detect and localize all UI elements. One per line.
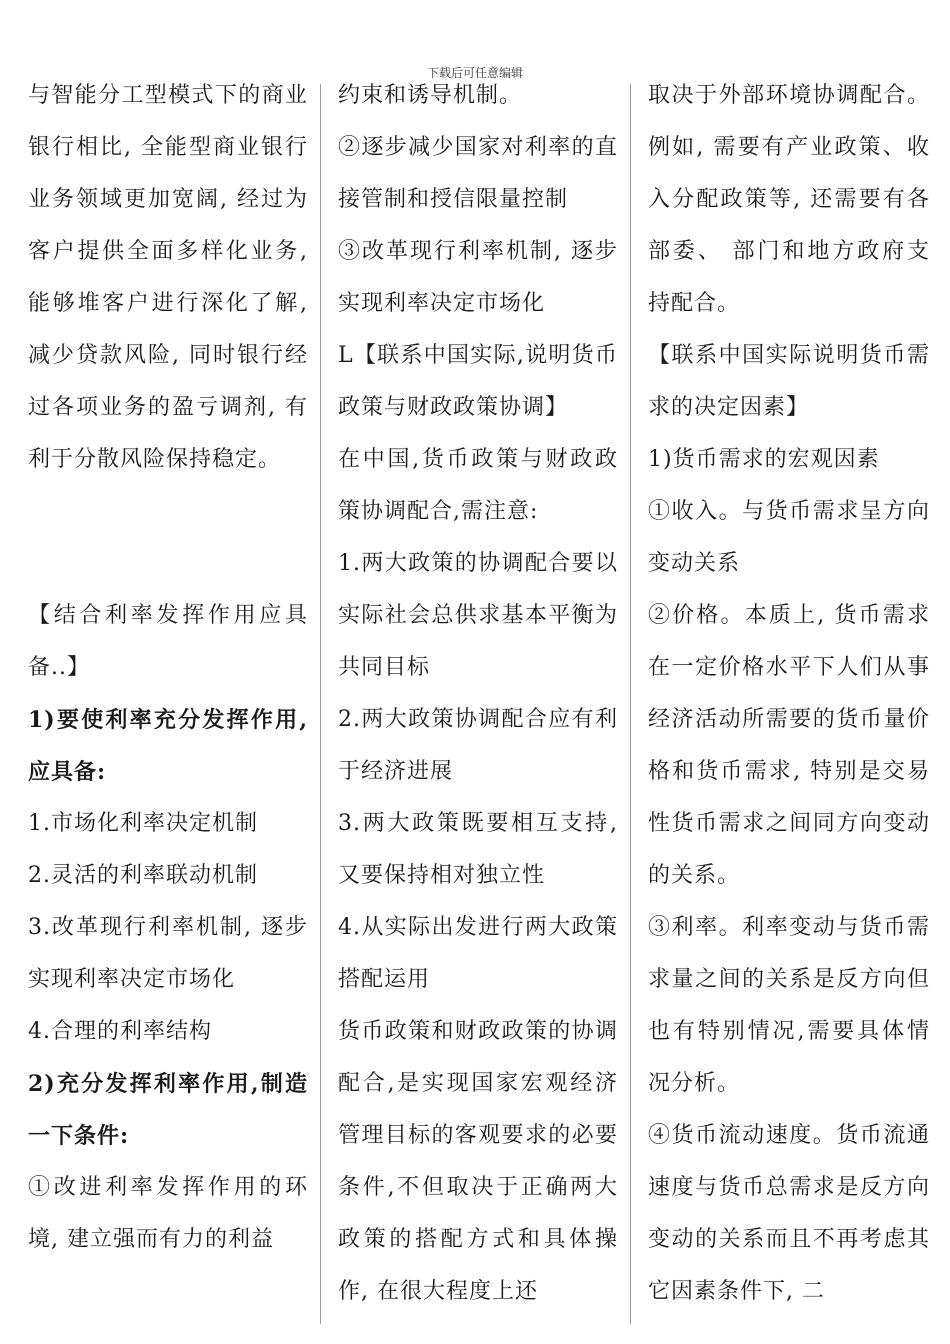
col2-list-item: 2.两大政策协调配合应有利于经济进展 [338,707,618,784]
col1-subheading-2: 2)充分发挥利率作用,制造一下条件: [28,1071,308,1149]
col1-intro-paragraph: 与智能分工型模式下的商业银行相比, 全能型商业银行业务领域更加宽阔, 经过为客户提供全面多样化业务, 能够堆客户进行深化了解, 减少贷款风险, 同时银行经过各项业务的盈亏调剂, 有利于分散风险保持稳定。 [28,83,308,472]
col1-list-item: 2.灵活的利率联动机制 [28,863,258,888]
col1-list-item: 4.合理的利率结构 [28,1019,212,1044]
col3-circled-item: ③利率。利率变动与货币需求量之间的关系是反方向但也有特别情况,需要具体情况分析。 [648,915,930,1096]
column-divider-left [320,84,321,1324]
col2-paragraph: 货币政策和财政政策的协调配合,是实现国家宏观经济管理目标的客观要求的必要条件,不但取决于正确两大政策的搭配方式和具体操作, 在很大程度上还 [338,1019,618,1304]
column-divider-right [630,84,631,1324]
col1-heading: 【结合利率发挥作用应具备..】 [28,603,308,680]
col2-paragraph: 在中国,货币政策与财政政策协调配合,需注意: [338,447,618,524]
col3-circled-item: ④货币流动速度。货币流通速度与货币总需求是反方向变动的关系而且不再考虑其它因素条件下, 二 [648,1123,930,1304]
col1-spacer [28,486,308,590]
col2-list-item: 1.两大政策的协调配合要以实际社会总供求基本平衡为共同目标 [338,551,618,680]
header-note: 下载后可任意编辑 [426,66,523,80]
col1-list-item: 1.市场化利率决定机制 [28,811,258,836]
col3-circled-item: ①收入。与货币需求呈方向变动关系 [648,499,930,576]
col2-list-item: 4.从实际出发进行两大政策搭配运用 [338,915,618,992]
col3-paragraph: 取决于外部环境协调配合。例如, 需要有产业政策、收入分配政策等, 还需要有各部委、 部门和地方政府支持配合。 [648,83,930,316]
col3-circled-item: ②价格。本质上, 货币需求在一定价格水平下人们从事经济活动所需要的货币量价格和货币需求, 特别是交易性货币需求之间同方向变动的关系。 [648,603,930,888]
col1-circled-item: ①改进利率发挥作用的环境, 建立强而有力的利益 [28,1175,308,1252]
col2-heading: L【联系中国实际,说明货币政策与财政政策协调】 [338,343,618,420]
col1-list-item: 3.改革现行利率机制, 逐步实现利率决定市场化 [28,915,308,992]
column-3 [648,70,930,1318]
column-1 [28,70,308,1266]
col2-paragraph: ②逐步减少国家对利率的直接管制和授信限量控制 [338,135,618,212]
col1-subheading-1: 1)要使利率充分发挥作用, 应具备: [28,707,308,785]
col3-subheading: 1)货币需求的宏观因素 [648,447,880,472]
col2-list-item: 3.两大政策既要相互支持, 又要保持相对独立性 [338,811,618,888]
col2-paragraph: ③改革现行利率机制, 逐步实现利率决定市场化 [338,239,618,316]
column-2 [338,70,618,1318]
col2-paragraph: 约束和诱导机制。 [338,83,523,108]
col3-heading: 【联系中国实际说明货币需求的决定因素】 [648,343,930,420]
